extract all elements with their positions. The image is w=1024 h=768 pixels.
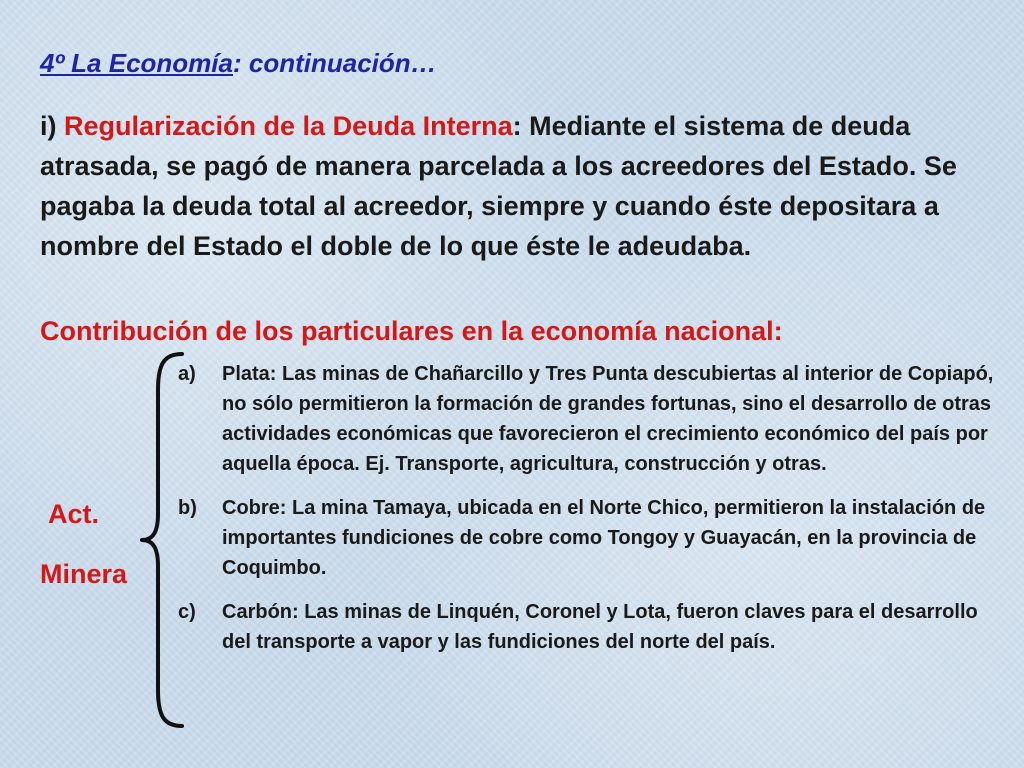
paragraph-prefix: i) <box>40 111 64 141</box>
list-item-marker: a) <box>178 363 196 385</box>
slide-title-rest: : continuación… <box>233 48 437 78</box>
list-item <box>178 597 1018 657</box>
side-label-minera: Minera <box>40 559 128 589</box>
slide-title <box>40 48 437 79</box>
mining-list <box>178 359 1018 657</box>
list-item <box>178 359 1018 479</box>
debt-paragraph <box>40 106 1000 266</box>
list-item <box>178 493 1018 583</box>
list-item-text: Plata: Las minas de Chañarcillo y Tres Punta descubiertas al interior de Copiapó, no sólo permitieron la formación de grandes fortunas, sino el desarrollo de otras actividades económicas que favorecieron el crecimiento económico del país por aquella época. Ej. Transporte, agricultura, construcción y otras. <box>222 363 994 475</box>
slide-title-underlined: 4º La Economía <box>40 48 233 78</box>
list-item-text: Carbón: Las minas de Linquén, Coronel y Lota, fueron claves para el desarrollo del transporte a vapor y las fundiciones del norte del país. <box>222 601 978 653</box>
list-item-text: Cobre: La mina Tamaya, ubicada en el Norte Chico, permitieron la instalación de importantes fundiciones de cobre como Tongoy y Guayacán, en la provincia de Coquimbo. <box>222 497 986 579</box>
list-item-marker: c) <box>178 601 196 623</box>
side-label-act: Act. <box>48 499 100 529</box>
list-item-marker: b) <box>178 497 197 519</box>
paragraph-highlight: Regularización de la Deuda Interna <box>64 111 513 141</box>
contribution-subheading: Contribución de los particulares en la economía nacional: <box>40 316 783 346</box>
paragraph-body: : Mediante el sistema de deuda atrasada, se pagó de manera parcelada a los acreedores del Estado. Se pagaba la deuda total al acreedor, siempre y cuando éste depositara a nombre del Estado el doble de lo que éste le adeudaba. <box>40 111 957 261</box>
